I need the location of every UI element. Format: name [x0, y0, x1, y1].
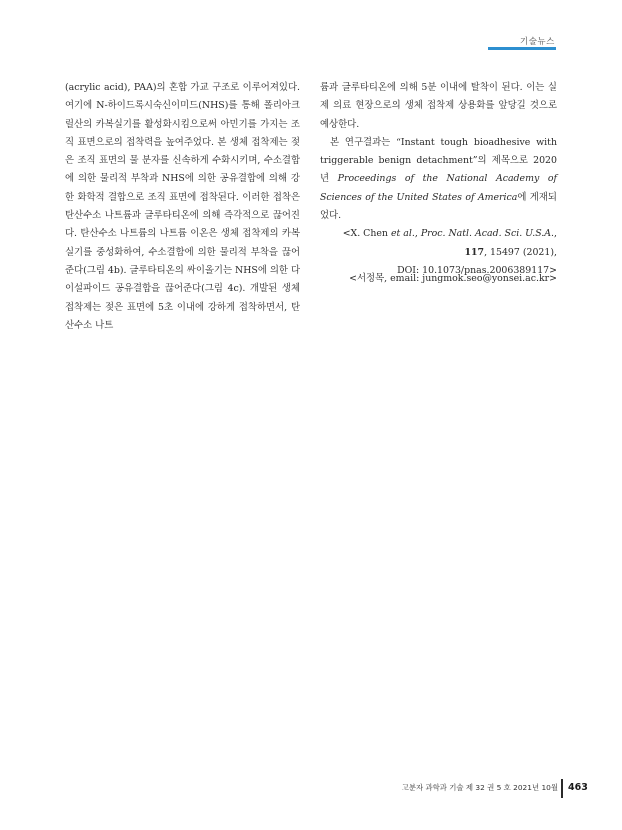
publication-text: 본 연구결과는 “Instant tough bioadhesive with triggerable benign detachment”의 제목으로 2020년 — [320, 136, 557, 185]
ref-pages-year: , 15497 (2021), — [484, 246, 557, 258]
ref-etal: et al — [390, 228, 412, 240]
ref-punct: ., — [411, 228, 421, 240]
body-paragraph: (acrylic acid), PAA)의 혼합 가교 구조로 이루어져있다. 여기에 N-하이드록시숙신이미드(NHS)를 통해 폴리아크릴산의 카복실기를 활성화시킴으로써 아민기를 가지는 조직 표면으로의 접착력을 높여주었다. 본 생체 접착제는 젖은 조직 표면의 물 분자를 신속하게 수화시키며, 수소결합에 의한 물리적 부착과 NHS에 의한 공유결합에 의해 강한 화학적 결합으로 조직 표면에 접착된다. 이러한 접착은 탄산수소 나트륨과 글루타티온에 의해 즉각적으로 끊어진다. 탄산수소 나트륨의 나트륨 이온은 생체 접착제의 카복실기를 중성화하여, 수소결합에 의한 물리적 부착을 끊어준다(그림 4b). 글루타티온의 싸이올기는 NHS에 의한 다이설파이드 공유결합을 끊어준다(그림 4c). 개발된 생체 접착제는 젖은 표면에 5초 이내에 강하게 접착하면서, 탄산수소 나트 — [65, 82, 301, 331]
right-column — [320, 79, 557, 280]
footer-divider — [561, 779, 563, 798]
ref-author: <X. Chen — [342, 228, 391, 240]
left-column — [65, 79, 300, 335]
publication-paragraph — [320, 134, 557, 225]
author-contact: <서정목, email: jungmok.seo@yonsei.ac.kr> — [349, 273, 557, 284]
header-accent-rule — [488, 47, 556, 50]
ref-sep: , — [554, 228, 557, 240]
footer-journal-info: 고분자 과학과 기술 제 32 권 5 호 2021년 10월 — [401, 783, 558, 792]
body-paragraph-conclusion: 륨과 글루타티온에 의해 5분 이내에 탈착이 된다. 이는 실제 의료 현장으로의 생체 접착제 상용화를 앞당길 것으로 예상한다. — [320, 82, 557, 130]
page-number: 463 — [568, 782, 588, 793]
section-label: 기술뉴스 — [520, 37, 555, 47]
reference-citation — [320, 225, 557, 262]
reference-doi: DOI: 10.1073/pnas.2006389117> — [397, 264, 557, 276]
publication-text-end: 에 게재되었다. — [320, 191, 557, 222]
ref-journal: Proc. Natl. Acad. Sci. U.S.A. — [420, 228, 555, 240]
ref-volume: 117 — [464, 246, 485, 258]
journal-title: Proceedings of the National Academy of Sciences of the United States of America — [320, 173, 557, 203]
